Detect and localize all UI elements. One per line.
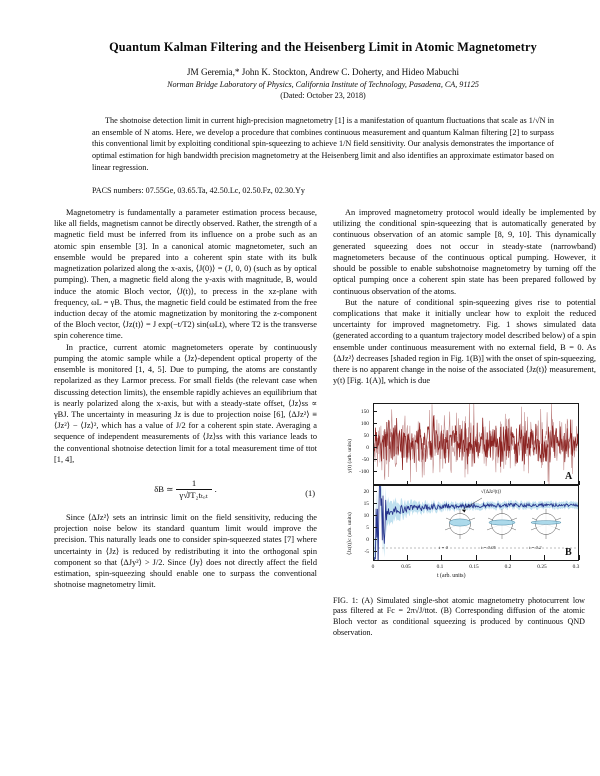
panel-b-tickmark-1 (373, 503, 377, 504)
panel-b-tickmark-0 (373, 491, 377, 492)
equation-1-fraction (176, 479, 211, 500)
panel-b-ylabel: ⟨Jz(t)⟩c (arb. units) (347, 511, 353, 555)
title-block (46, 0, 600, 100)
abstract-text: The shotnoise detection limit in current high-precision magnetometry [1] is a manifestation of quantum fluctuations that scale as 1/√N in an ensemble of N atoms. Here, we develop a procedure that combines continuous measurement and quantum Kalman filtering [2] to surpass this conventional limit by exploiting conditional spin-squeezing to achieve 1/N field sensitivity. Our analysis demonstrates the importance of optimal estimation for high bandwidth precision magnetometry at the Heisenberg limit and also identifies an approximate estimator based on linear regression. (92, 115, 554, 172)
affiliation-line: Norman Bridge Laboratory of Physics, California Institute of Technology, Pasadena, CA, 91125 (167, 79, 479, 89)
x-tickmark-mid-2 (441, 481, 442, 485)
figure-1 (333, 397, 585, 639)
panel-b-ytick-1: 15 (363, 500, 369, 507)
panel-a-ylabel: y(t) (arb. units) (347, 438, 353, 473)
paragraph-left-2: In practice, current atomic magnetometers operate by continuously pumping the atomic sample while a ⟨Jz⟩-dependent optical property of the ensemble is monitored [1, 4, 5]. Due to pumping, the atoms are constantly repolarized as they Larmor precess. For small fields (the relevant case when discussing detection limits), the ensemble rapidly achieves an equilibrium that is nearly polarized along the x-axis, but with a steady-state offset, ⟨Jz⟩ss ∝ γBJ. The uncertainty in measuring Jz is due to projection noise [6], ⟨ΔJz²⟩ ≡ ⟨Jz²⟩ − ⟨Jz⟩², which has a value of J/2 for a coherent spin state. Averaging a sequence of independent measurements of ⟨Jz⟩ss with this variance leads to the conventional shotnoise detection limit for a total measurement time of ttot [1, 4], (54, 342, 317, 464)
x-tickmark-mid-5 (544, 481, 545, 485)
x-tickmark-mid-1 (407, 481, 408, 485)
equation-1-radicand: JT₂tₜₒₜ (186, 489, 208, 500)
panel-b-axes (373, 485, 579, 561)
x-tickmark-3 (476, 555, 477, 560)
x-tickmark-mid-6 (579, 481, 580, 485)
figure-1-caption: FIG. 1: (A) Simulated single-shot atomic magnetometry photocurrent low pass filtered at Fc = 2π√J/ttot. (B) Corresponding diffusion of the atomic Bloch vector as conditional squeezing is produced by continuous QND observation. (333, 595, 585, 637)
body-columns (54, 207, 596, 638)
paragraph-right-1: An improved magnetometry protocol would ideally be implemented by utilizing the conditional spin-squeezing that is automatically generated by continuous observation of an atomic sample [8, 9, 10]. This dynamically generated squeezing does not occur in steady-state (narrowband) magnetometers because of the continuous optical pumping. However, it should be possible to enable subshotnoise magnetometry by turning off the optical pumping once a coherent spin state has been prepared followed by continuous observation of the atoms. (333, 208, 596, 296)
panel-a-tickmark-1 (373, 423, 377, 424)
equation-1 (54, 474, 317, 504)
equation-1-numerator: 1 (191, 477, 197, 488)
x-tick-5: 0.25 (537, 563, 547, 570)
left-column (54, 207, 317, 638)
right-column (333, 207, 596, 638)
equation-1-denominator (176, 489, 211, 500)
paragraph-right-2: But the nature of conditional spin-squeezing gives rise to potential complications that make it initially unclear how to exploit the reduced uncertainty for improved magnetometry. Fig. 1 shows simulated data (generated according to a quantum trajectory model described below) of a spin ensemble under continuous measurement with no external field, B = 0. As ⟨ΔJz²⟩ decreases [shaded region in Fig. 1(B)] with the onset of spin-squeezing, there is no apparent change in the noise of the associated ⟨Jz(t)⟩ measurement, y(t) [Fig. 1(A)], which is due (333, 297, 597, 386)
paper-page (46, 0, 600, 776)
panel-a-ytick-1: 100 (360, 420, 369, 427)
panel-a-axes (373, 403, 579, 485)
x-tickmark-0 (373, 555, 374, 560)
bloch-label-t0: t = 0 (439, 544, 448, 550)
panel-b-tickmark-4 (373, 539, 377, 540)
x-tick-1: 0.05 (401, 563, 411, 570)
panel-b-ytick-3: 5 (366, 524, 369, 531)
panel-b-tickmark-5 (373, 551, 377, 552)
panel-a-ytick-4: -50 (361, 456, 369, 463)
paragraph-left-3: Since ⟨ΔJz²⟩ sets an intrinsic limit on the field sensitivity, reducing the projection noise below its standard quantum limit would improve the precision. This naturally leads one to consider spin-squeezed states [7] where uncertainty in ⟨Jz⟩ is reduced by redistributing it into the orthogonal spin component so that ⟨ΔJy²⟩ > J/2. Since ⟨Jy⟩ does not directly affect the field estimation, spin-squeezing should enable one to surpass the conventional shotnoise magnetometry limit. (54, 513, 317, 590)
arxiv-identifier-stamp (14, 0, 48, 34)
bloch-sphere-t005 (487, 509, 517, 539)
panel-b-ytick-4: 0 (366, 536, 369, 543)
x-tick-3: 0.15 (469, 563, 479, 570)
x-tick-0: 0 (371, 563, 375, 570)
panel-b-annotation: √⟨ΔJz²(t)⟩ (481, 489, 502, 495)
panel-a-tickmark-5 (373, 471, 377, 472)
equation-1-period: . (214, 484, 217, 495)
x-tickmark-mid-3 (476, 481, 477, 485)
panel-a-ytick-2: 50 (363, 432, 369, 439)
pacs-numbers: PACS numbers: 07.55Ge, 03.65.Ta, 42.50.Lc, 02.50.Fz, 02.30.Yy (92, 186, 305, 196)
x-tick-4: 0.2 (504, 563, 512, 570)
x-tickmark-4 (510, 555, 511, 560)
panel-b-ytick-5: -5 (364, 548, 369, 555)
bloch-label-t02: t = 0.2 (529, 544, 542, 550)
panel-a-trace-svg (374, 404, 579, 485)
panel-a-tickmark-2 (373, 435, 377, 436)
date-line: (Dated: October 23, 2018) (280, 90, 366, 100)
panel-b-tickmark-2 (373, 515, 377, 516)
panel-a-ytick-3: 0 (366, 444, 369, 451)
author-list: JM Geremia,* John K. Stockton, Andrew C. Doherty, and Hideo Mabuchi (186, 66, 460, 77)
panel-a-tickmark-4 (373, 459, 377, 460)
equation-1-gamma: γ (179, 489, 184, 500)
bloch-sphere-t02 (531, 509, 561, 539)
panel-b-tickmark-3 (373, 527, 377, 528)
panel-b-plot-svg (374, 486, 579, 561)
bloch-label-t005: t = 0.05 (481, 544, 496, 550)
panel-a-tickmark-3 (373, 447, 377, 448)
panel-b-letter: B (565, 546, 572, 558)
x-tickmark-mid-4 (510, 481, 511, 485)
x-tickmark-mid-0 (373, 481, 374, 485)
panel-b-ytick-0: 20 (363, 488, 369, 495)
x-tick-6: 0.3 (572, 563, 580, 570)
paragraph-left-1: Magnetometry is fundamentally a parameter estimation process because, like all fields, magnetism cannot be directly observed. Rather, the strength of a magnetic field must be inferred from its influence on a probe such as an atomic spin ensemble [3]. In a canonical atomic magnetometer, such an ensemble would be prepared into a coherent spin state with its bulk magnetization polarized along the x-axis, ⟨J(0)⟩ = (J, 0, 0) (such as by optical pumping). Then, a magnetic field along the y-axis with magnitude, B, would induce the atomic Bloch vector, ⟨J(t)⟩, to precess in the xz-plane with frequency, ωL = γB. Thus, the magnetic field could be estimated from the free induction decay of the atomic magnetization by monitoring the z-component of the Bloch vector, ⟨Jz(t)⟩ = J exp(−t/T2) sin(ωLt), where T2 is the transverse spin coherence time. (54, 208, 317, 341)
page-title: Quantum Kalman Filtering and the Heisenberg Limit in Atomic Magnetometry (109, 40, 537, 54)
x-tick-2: 0.1 (436, 563, 444, 570)
x-tickmark-2 (441, 555, 442, 560)
panel-a-letter: A (565, 470, 573, 482)
equation-1-number: (1) (305, 489, 315, 499)
figure-xlabel: t (arb. units) (437, 572, 466, 579)
equation-1-lhs: δB ≃ (154, 483, 174, 494)
panel-a-ytick-0: 150 (360, 408, 369, 415)
panel-a-ytick-5: -100 (359, 468, 369, 475)
panel-a-tickmark-0 (373, 411, 377, 412)
x-tickmark-6 (579, 555, 580, 560)
radical-icon: √ (183, 489, 188, 500)
bloch-sphere-t0 (445, 509, 475, 539)
figure-1-plot (333, 397, 583, 589)
x-tickmark-1 (407, 555, 408, 560)
panel-b-ytick-2: 10 (363, 512, 369, 519)
x-tickmark-5 (544, 555, 545, 560)
